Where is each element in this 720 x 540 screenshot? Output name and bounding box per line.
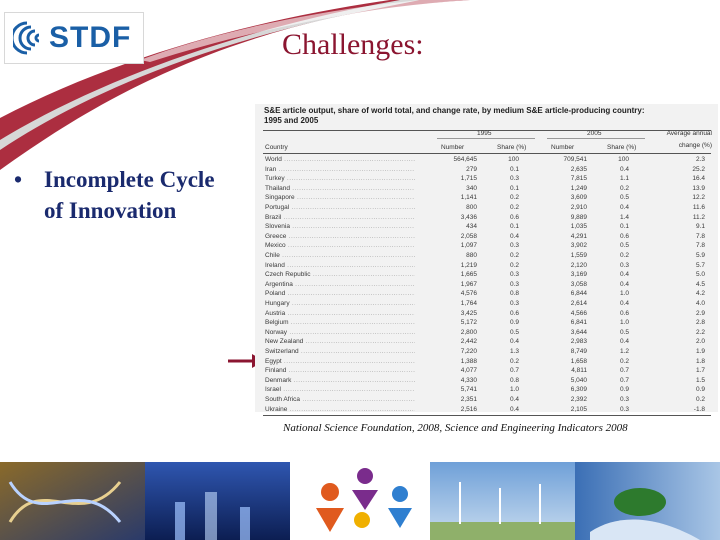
cell-n2005: 8,749 [570, 348, 587, 355]
cell-n1995: 880 [466, 252, 477, 259]
cell-s1995: 0.2 [509, 261, 519, 269]
cell-n1995: 800 [466, 204, 477, 211]
header-country: Country [265, 144, 288, 151]
table-row [263, 405, 711, 415]
slide-title: Challenges: [282, 28, 424, 61]
cell-n1995: 1,665 [460, 271, 477, 279]
table-rule-bottom [263, 415, 711, 416]
cell-country: Czech Republic ..... [265, 270, 415, 280]
cell-n2005: 6,844 [570, 290, 587, 298]
cell-s1995: 0.6 [509, 309, 519, 317]
cell-n2005: 4,811 [571, 367, 587, 375]
cell-s2005: 0.5 [619, 328, 629, 336]
cell-change: 2.0 [695, 338, 705, 346]
cell-country: Slovenia ..... [265, 222, 415, 232]
cell-change: 0.2 [695, 396, 705, 403]
cell-s1995: 0.8 [509, 376, 519, 384]
cell-country: Brazil ..... [265, 213, 415, 223]
cell-country: Norway ..... [265, 328, 415, 338]
cell-n2005: 3,169 [570, 271, 587, 279]
header-share-2005: Share (%) [607, 144, 637, 151]
cell-s1995: 0.7 [509, 367, 519, 375]
cell-change: 1.7 [695, 367, 705, 375]
cell-country: Singapore ..... [265, 193, 415, 203]
table-row [263, 193, 711, 203]
cell-country: Hungary ..... [265, 299, 415, 309]
cell-change: 9.1 [695, 223, 705, 231]
cell-n1995: 5,741 [460, 386, 477, 394]
cell-change: 12.2 [692, 194, 705, 202]
cell-n1995: 1,141 [460, 194, 477, 202]
cell-n2005: 709,541 [563, 156, 587, 163]
cell-change: 11.6 [692, 204, 705, 211]
table-row [263, 213, 711, 223]
cell-country: Iran ..... [265, 165, 415, 175]
cell-n1995: 2,058 [460, 232, 477, 240]
cell-n1995: 564,645 [453, 156, 477, 163]
cell-country: Finland ..... [265, 366, 415, 376]
cell-n2005: 4,566 [570, 309, 587, 317]
table-row [263, 203, 711, 213]
cell-n2005: 1,658 [570, 357, 587, 365]
cell-n1995: 5,172 [460, 319, 477, 327]
cell-n2005: 3,644 [570, 328, 587, 336]
table-rule-1995 [437, 138, 535, 139]
cell-s2005: 0.6 [619, 232, 629, 240]
cell-s2005: 0.3 [619, 261, 629, 269]
stdf-logo [4, 12, 144, 64]
table-rule-header [263, 153, 711, 154]
cell-s2005: 0.7 [619, 376, 629, 384]
bullet-line-1: Incomplete Cycle [44, 167, 215, 192]
cell-n2005: 1,559 [570, 252, 587, 259]
cell-n1995: 4,330 [460, 376, 477, 384]
cell-n1995: 7,220 [460, 348, 477, 355]
cell-country: New Zealand ..... [265, 337, 415, 347]
cell-n2005: 2,105 [570, 405, 587, 413]
table-row [263, 385, 711, 395]
table-row [263, 270, 711, 280]
cell-s2005: 0.3 [619, 396, 629, 403]
cell-n2005: 3,902 [570, 242, 587, 250]
cell-change: 25.2 [692, 165, 705, 173]
cell-change: 2.9 [695, 309, 705, 317]
cell-n1995: 340 [466, 184, 477, 192]
cell-country: Israel ..... [265, 385, 415, 395]
table-row [263, 222, 711, 232]
cell-s1995: 0.9 [509, 319, 519, 327]
cell-n1995: 1,715 [460, 175, 477, 183]
table-row [263, 280, 711, 290]
cell-s1995: 0.2 [509, 194, 519, 202]
cell-s2005: 0.2 [619, 357, 629, 365]
cell-s2005: 0.4 [619, 271, 629, 279]
cell-country: Turkey ..... [265, 174, 415, 184]
table-row [263, 155, 711, 165]
cell-s1995: 0.4 [509, 396, 519, 403]
cell-change: 7.8 [695, 232, 705, 240]
table-row [263, 184, 711, 194]
cell-change: 2.3 [695, 156, 705, 163]
cell-s2005: 0.1 [619, 223, 629, 231]
cell-n1995: 3,425 [460, 309, 477, 317]
cell-s2005: 0.4 [619, 338, 629, 346]
header-number-2005: Number [551, 144, 575, 151]
cell-s2005: 0.2 [619, 184, 629, 192]
table-title-line-1: S&E article output, share of world total, and change rate, by medium S&E article-producing country: [264, 106, 645, 115]
table-row [263, 337, 711, 347]
cell-country: Thailand ..... [265, 184, 415, 194]
cell-change: 1.8 [695, 357, 705, 365]
cell-n2005: 9,889 [570, 213, 587, 221]
cell-change: 11.2 [692, 213, 705, 221]
table-row [263, 251, 711, 261]
table-row [263, 241, 711, 251]
cell-country: Ireland ..... [265, 261, 415, 271]
table-row [263, 261, 711, 271]
cell-s2005: 0.9 [619, 386, 629, 394]
cell-s1995: 0.6 [509, 213, 519, 221]
cell-s1995: 1.0 [509, 386, 519, 394]
cell-change: 4.0 [695, 300, 705, 307]
cell-country: Switzerland ..... [265, 347, 415, 357]
cell-n1995: 3,436 [460, 213, 477, 221]
cell-change: 4.2 [695, 290, 705, 298]
cell-country: Austria ..... [265, 309, 415, 319]
table-row [263, 174, 711, 184]
cell-n2005: 2,635 [570, 165, 587, 173]
table-row [263, 309, 711, 319]
cell-country: Chile ..... [265, 251, 415, 261]
cell-s2005: 0.4 [619, 204, 629, 211]
cell-s2005: 0.4 [619, 300, 629, 307]
cell-s2005: 0.3 [619, 405, 629, 413]
cell-n2005: 2,983 [570, 338, 587, 346]
cell-s1995: 0.4 [509, 338, 519, 346]
table-row [263, 289, 711, 299]
cell-s1995: 0.4 [509, 405, 519, 413]
cell-n1995: 434 [466, 223, 477, 231]
table-title-line-2: 1995 and 2005 [264, 116, 319, 125]
table-row [263, 318, 711, 328]
cell-country: South Africa ..... [265, 395, 415, 405]
cell-n2005: 3,609 [570, 194, 587, 202]
cell-n1995: 1,764 [460, 300, 477, 307]
cell-s1995: 1.3 [509, 348, 519, 355]
cell-change: 16.4 [692, 175, 705, 183]
table-row [263, 395, 711, 405]
cell-country: Mexico ..... [265, 241, 415, 251]
cell-n1995: 1,967 [460, 280, 477, 288]
cell-change: 4.5 [695, 280, 705, 288]
table-row [263, 366, 711, 376]
cell-country: Poland ..... [265, 289, 415, 299]
cell-change: 2.2 [695, 328, 705, 336]
cell-n1995: 4,576 [460, 290, 477, 298]
cell-s1995: 0.8 [509, 290, 519, 298]
cell-change: 1.5 [695, 376, 705, 384]
cell-s2005: 1.0 [619, 290, 629, 298]
table-row [263, 376, 711, 386]
table-row [263, 328, 711, 338]
cell-country: Egypt ..... [265, 357, 415, 367]
table-title [264, 106, 714, 126]
cell-change: 13.9 [692, 184, 705, 192]
cell-s2005: 1.0 [619, 319, 629, 327]
cell-s1995: 0.3 [509, 242, 519, 250]
cell-country: Denmark ..... [265, 376, 415, 386]
cell-n1995: 1,388 [460, 357, 477, 365]
cell-s1995: 0.2 [509, 252, 519, 259]
header-change-line-2: change (%) [678, 142, 712, 149]
cell-n2005: 6,841 [570, 319, 587, 327]
cell-s1995: 0.2 [509, 357, 519, 365]
cell-country: Greece ..... [265, 232, 415, 242]
cell-country: Portugal ..... [265, 203, 415, 213]
cell-s2005: 0.5 [619, 242, 629, 250]
cell-s1995: 0.3 [509, 175, 519, 183]
cell-s1995: 0.5 [509, 328, 519, 336]
cell-n1995: 2,800 [460, 328, 477, 336]
table-row [263, 347, 711, 357]
header-year-1995: 1995 [477, 130, 492, 137]
cell-change: -1.8 [693, 405, 705, 413]
cell-s2005: 100 [618, 156, 629, 163]
cell-s2005: 0.2 [619, 252, 629, 259]
cell-change: 0.9 [695, 386, 705, 394]
cell-country: Argentina ..... [265, 280, 415, 290]
table-row [263, 165, 711, 175]
header-number-1995: Number [441, 144, 465, 151]
cell-n2005: 3,058 [570, 280, 587, 288]
cell-s2005: 0.4 [619, 280, 629, 288]
cell-s2005: 1.1 [619, 175, 629, 183]
cell-s1995: 0.3 [509, 280, 519, 288]
cell-n2005: 2,910 [570, 204, 587, 211]
table-row [263, 299, 711, 309]
cell-n1995: 2,351 [460, 396, 477, 403]
table-row [263, 357, 711, 367]
cell-n2005: 7,815 [570, 175, 587, 183]
table-row [263, 232, 711, 242]
cell-n2005: 2,392 [570, 396, 587, 403]
bullet-line-2: of Innovation [44, 198, 177, 223]
cell-n1995: 2,516 [460, 405, 477, 413]
cell-n1995: 4,077 [460, 367, 477, 375]
cell-s2005: 1.4 [619, 213, 629, 221]
cell-n1995: 2,442 [460, 338, 477, 346]
cell-s1995: 0.1 [509, 184, 519, 192]
cell-s1995: 0.1 [509, 165, 519, 173]
footer-images [0, 462, 720, 540]
cell-n2005: 6,309 [570, 386, 587, 394]
stdf-logo-icon [13, 21, 43, 55]
cell-n2005: 5,040 [570, 376, 587, 384]
cell-change: 2.8 [695, 319, 705, 327]
cell-s1995: 0.4 [509, 232, 519, 240]
lab-photo [145, 462, 290, 540]
cell-n1995: 279 [466, 165, 477, 173]
cell-s1995: 0.3 [509, 300, 519, 307]
cell-n2005: 1,249 [570, 184, 587, 192]
cell-n1995: 1,219 [460, 261, 477, 269]
source-caption: National Science Foundation, 2008, Science and Engineering Indicators 2008 [283, 422, 628, 434]
cell-change: 1.9 [695, 348, 705, 355]
cell-s2005: 0.6 [619, 309, 629, 317]
cell-country: Belgium ..... [265, 318, 415, 328]
cell-s2005: 0.4 [619, 165, 629, 173]
header-year-2005: 2005 [587, 130, 602, 137]
header-share-1995: Share (%) [497, 144, 527, 151]
cell-n2005: 1,035 [570, 223, 587, 231]
cell-n2005: 2,614 [570, 300, 587, 307]
data-table [255, 104, 718, 412]
cell-s2005: 1.2 [619, 348, 629, 355]
cell-change: 5.7 [695, 261, 705, 269]
cell-change: 7.8 [695, 242, 705, 250]
cell-n1995: 1,097 [460, 242, 477, 250]
cell-s2005: 0.5 [619, 194, 629, 202]
cell-s1995: 0.2 [509, 204, 519, 211]
cell-n2005: 4,291 [570, 232, 587, 240]
header-change-line-1: Average annual [666, 130, 712, 137]
cell-country: Ukraine ..... [265, 405, 415, 415]
bullet-marker: • [14, 167, 23, 192]
cell-change: 5.9 [695, 252, 705, 259]
logo-text: STDF [49, 21, 132, 54]
cell-country: World ..... [265, 155, 415, 165]
cell-s1995: 100 [508, 156, 519, 163]
cell-s1995: 0.1 [509, 223, 519, 231]
cell-s1995: 0.3 [509, 271, 519, 279]
cell-s2005: 0.7 [619, 367, 629, 375]
cell-change: 5.0 [695, 271, 705, 279]
bullet-item [14, 164, 215, 226]
footer-image-strip [0, 462, 720, 540]
table-rule-2005 [547, 138, 645, 139]
cell-n2005: 2,120 [570, 261, 587, 269]
